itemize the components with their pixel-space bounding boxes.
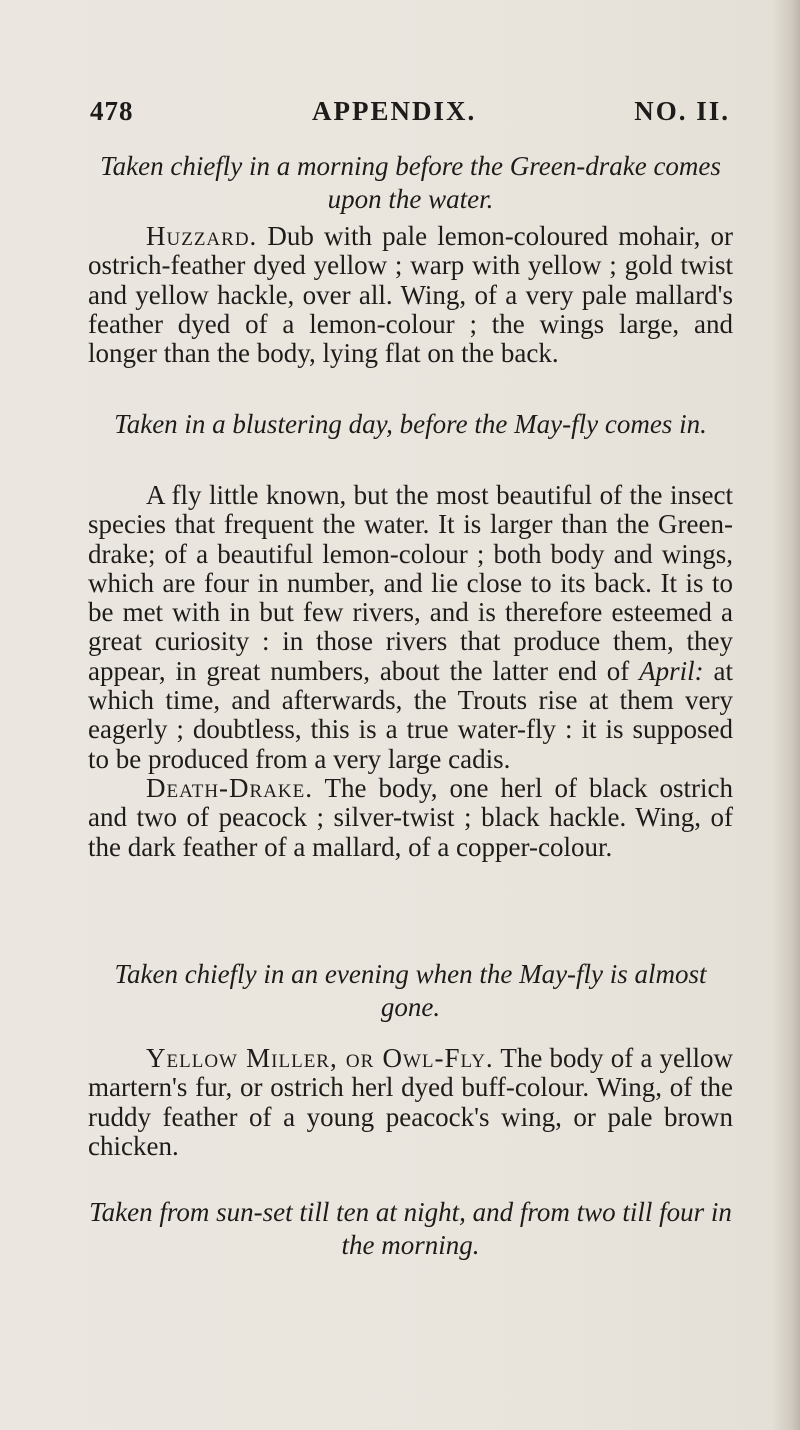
section-caption: Taken chiefly in an evening when the May-fly is almost gone. — [114, 959, 707, 1022]
section-caption: Taken chiefly in a morning before the Green-drake comes upon the water. — [100, 151, 721, 214]
entry-paragraph — [88, 774, 733, 862]
section-evening — [88, 958, 733, 1024]
section-morning — [88, 150, 733, 216]
section-night — [88, 1196, 733, 1262]
entry-text: at which time, and afterwards, the Trouts rise at them very eagerly ; doubtless, this is a true water-fly : it is supposed to be produced from a very large cadis. — [88, 655, 733, 774]
entry-paragraph — [88, 222, 733, 368]
entry-paragraph — [88, 481, 733, 774]
entry-may-fly — [88, 481, 733, 862]
section-caption: Taken in a blustering day, before the May-fly comes in. — [114, 409, 707, 439]
section-caption: Taken from sun-set till ten at night, and from two till four in the morning. — [89, 1197, 732, 1260]
running-head — [90, 96, 730, 130]
entry-text: The body, one herl of black ostrich and two of peacock ; silver-twist ; black hackle. Wing, of the dark feather of a mallard, of a copper-colour. — [88, 772, 733, 862]
section-blustering — [88, 408, 733, 441]
entry-paragraph — [88, 1044, 733, 1161]
entry-italic: April: — [639, 655, 704, 686]
page-edge-shadow — [772, 0, 800, 1430]
running-title: APPENDIX. — [312, 96, 477, 126]
fly-name: Death-Drake. — [146, 772, 314, 803]
fly-name: Yellow Miller, or Owl-Fly. — [146, 1043, 494, 1073]
entry-text: The body of a yellow martern's fur, or ostrich herl dyed buff-colour. Wing, of the ruddy feather of a young peacock's wing, or pale brown chicken. — [88, 1043, 733, 1161]
section-number: NO. II. — [634, 96, 730, 126]
entry-yellow-miller — [88, 1044, 733, 1161]
entry-text: A fly little known, but the most beautiful of the insect species that frequent the water. It is larger than the Green-drake; of a beautiful lemon-colour ; both body and wings, which are four in number, and lie close to its back. It is to be met with in but few rivers, and is therefore esteemed a great curiosity : in those rivers that produce them, they appear, in great numbers, about the latter end of — [88, 480, 733, 686]
entry-text: Dub with pale lemon-coloured mohair, or ostrich-feather dyed yellow ; warp with yellow ; gold twist and yellow hackle, over all. Wing, of a very pale mallard's feather dyed of a lemon-colour ; the wings large, and longer than the body, lying flat on the back. — [88, 221, 733, 369]
fly-name: Huzzard. — [146, 221, 258, 251]
entry-huzzard — [88, 222, 733, 368]
page-number: 478 — [90, 96, 134, 126]
